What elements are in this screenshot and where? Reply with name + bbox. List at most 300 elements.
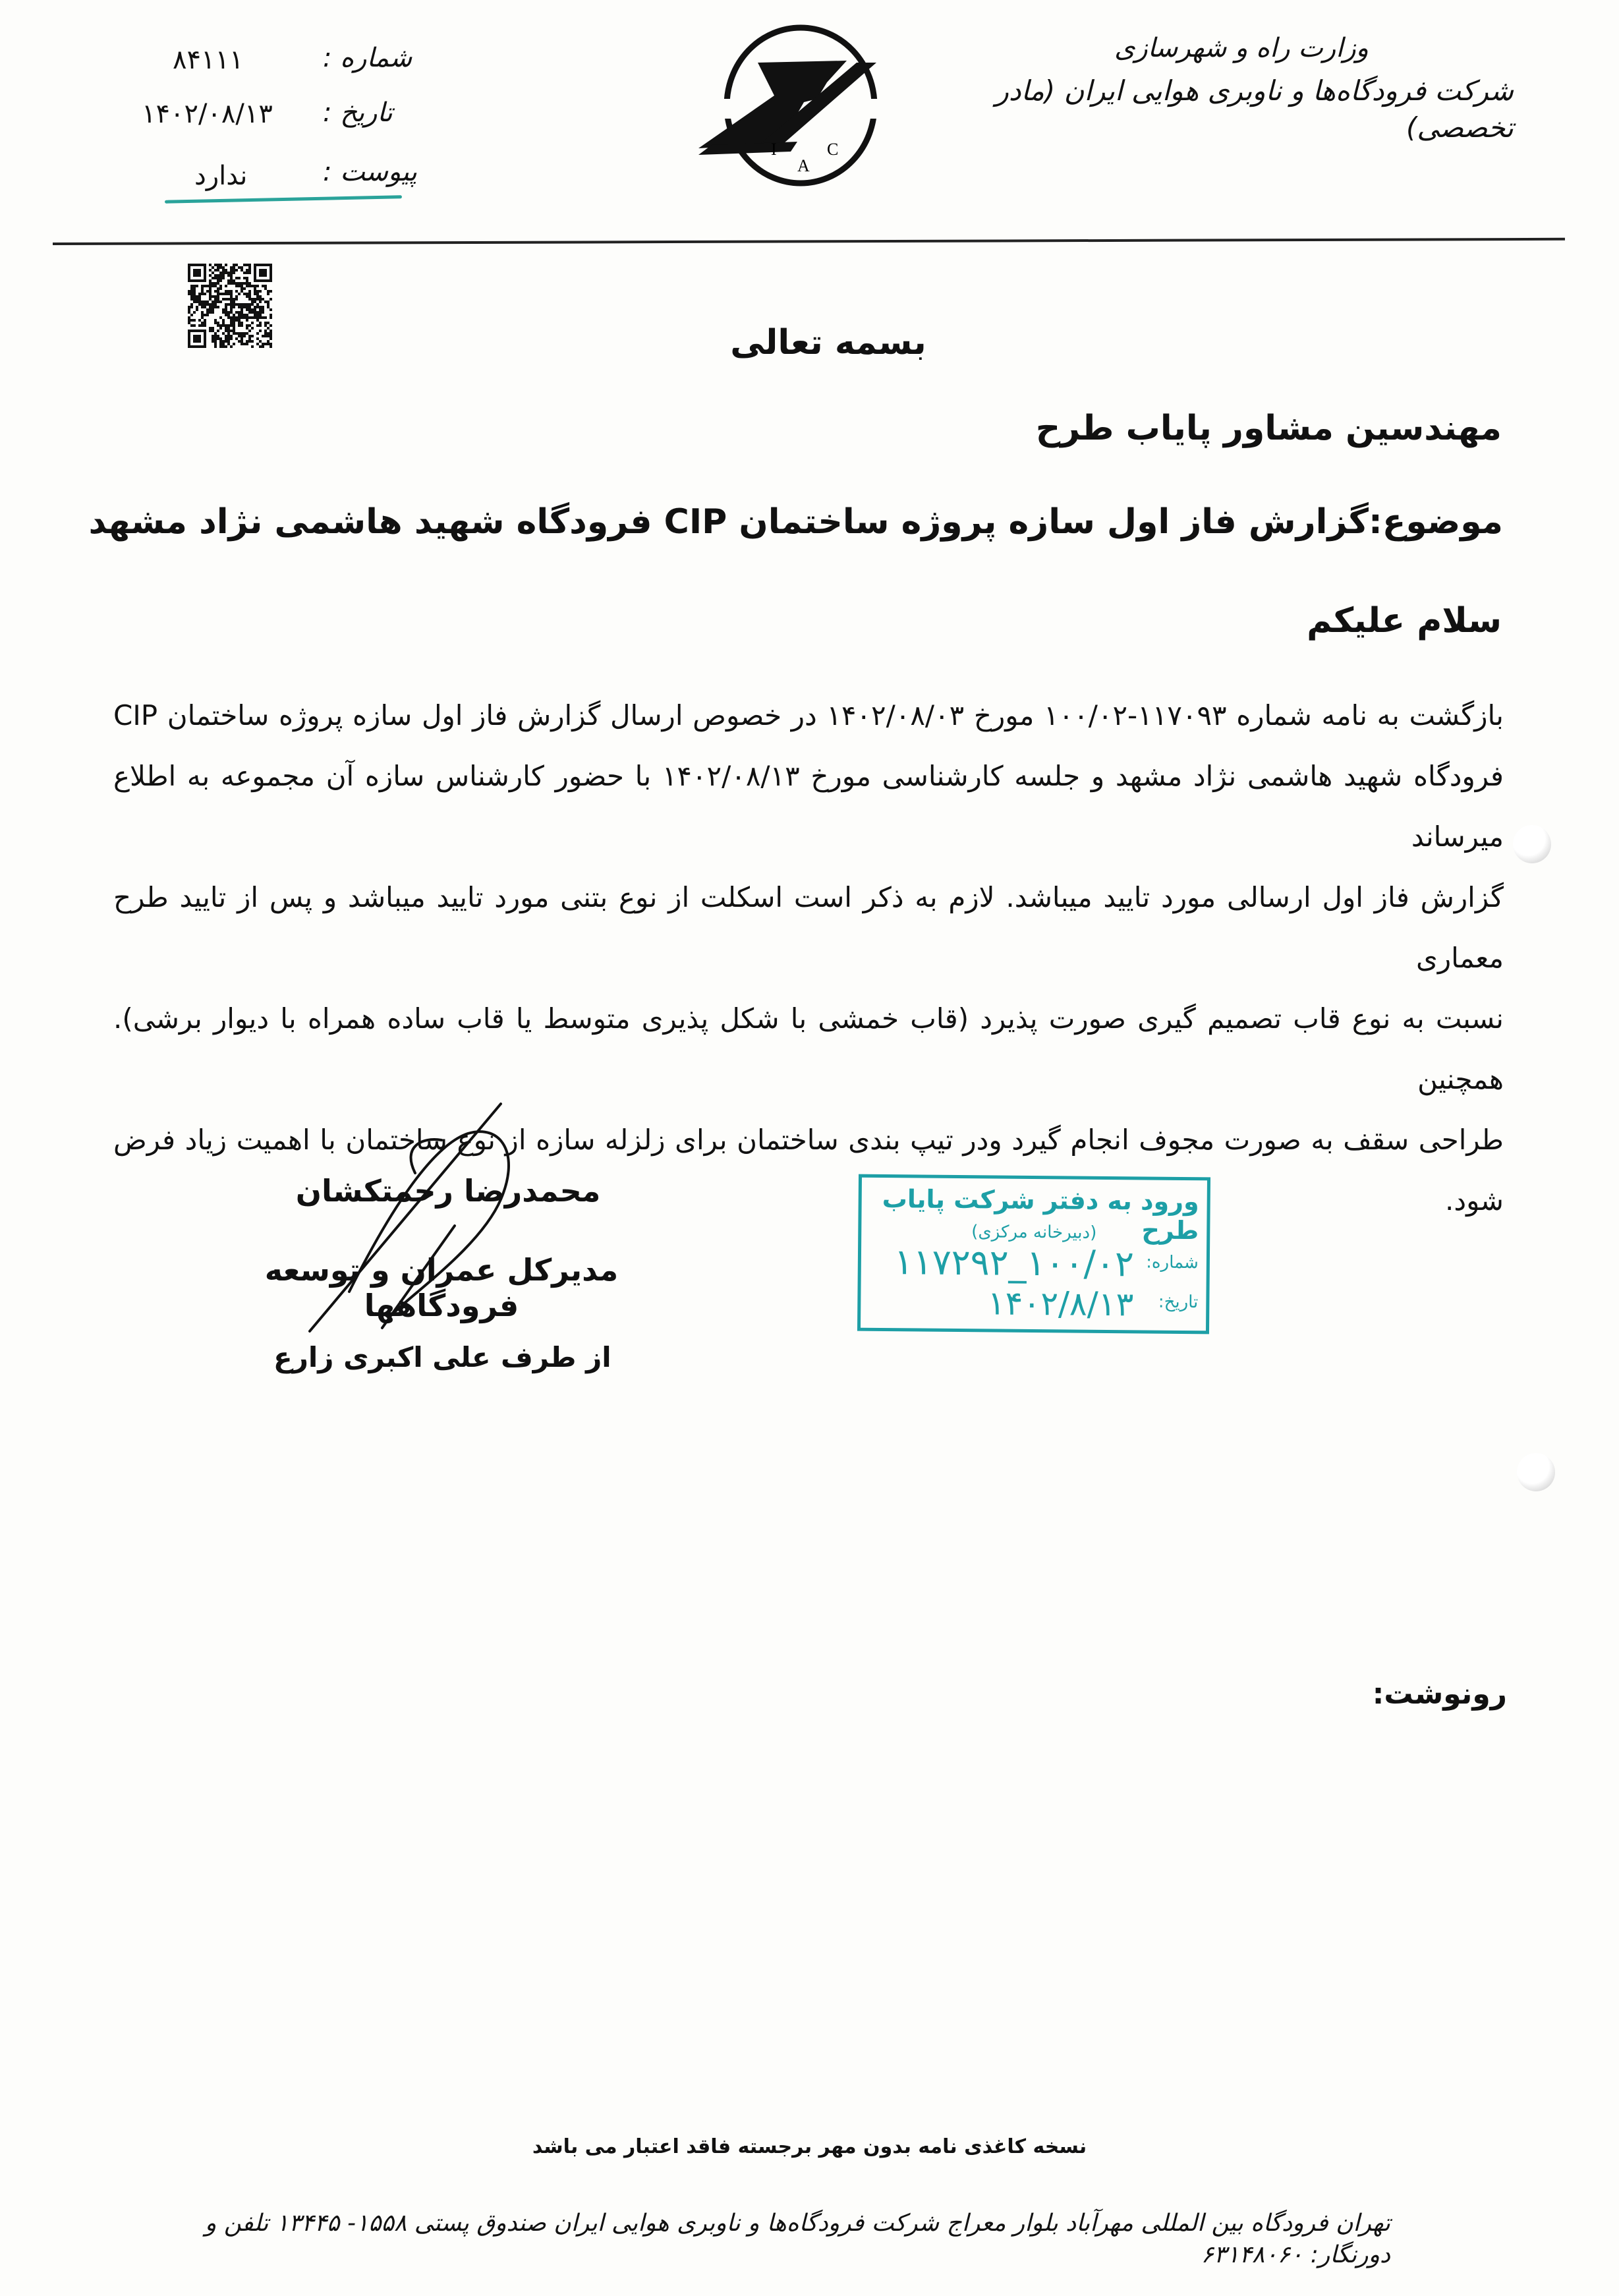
qr-module [206, 314, 209, 316]
qr-module [225, 293, 227, 295]
qr-module [251, 298, 254, 301]
company-name: شرکت فرودگاه‌ها و ناوبری هوایی ایران (مادر تخصصی) [995, 74, 1514, 144]
qr-module [243, 272, 246, 274]
qr-module [219, 285, 222, 287]
body-line: گزارش فاز اول ارسالی مورد تایید میباشد. لازم به ذکر است اسکلت از نوع بتنی مورد تایید میباشد و پس از تایید طرح معماری [113, 881, 1504, 974]
qr-module [259, 314, 262, 316]
qr-module [217, 301, 219, 303]
qr-module [235, 303, 238, 306]
qr-module [262, 311, 264, 314]
qr-module [238, 303, 241, 306]
qr-finder [259, 269, 267, 277]
qr-module [201, 311, 204, 314]
qr-module [262, 308, 264, 311]
attachment-label: پیوست : [323, 157, 417, 187]
qr-module [206, 308, 209, 311]
qr-module [219, 266, 222, 269]
qr-module [238, 293, 241, 295]
qr-module [222, 319, 225, 322]
stamp-title: ورود به دفتر شرکت پایاب طرح [882, 1184, 1199, 1246]
qr-module [222, 293, 225, 295]
punch-hole [1513, 825, 1551, 863]
qr-module [246, 277, 248, 279]
date-value: ۱۴۰۲/۰۸/۱۳ [142, 99, 273, 129]
qr-module [209, 295, 212, 298]
qr-module [246, 314, 248, 316]
qr-module [209, 269, 212, 272]
qr-module [225, 298, 227, 301]
qr-module [212, 266, 214, 269]
qr-module [254, 316, 256, 319]
qr-module [198, 301, 201, 303]
handwritten-signature [283, 1094, 560, 1344]
qr-module [246, 319, 248, 322]
qr-module [190, 285, 193, 287]
qr-module [190, 303, 193, 306]
qr-module [209, 264, 212, 266]
qr-module [198, 293, 201, 295]
qr-module [248, 290, 251, 293]
qr-module [225, 311, 227, 314]
qr-module [222, 274, 225, 277]
qr-module [233, 298, 235, 301]
qr-module [222, 272, 225, 274]
qr-module [217, 298, 219, 301]
qr-module [230, 306, 233, 308]
qr-module [267, 290, 270, 293]
qr-module [188, 319, 190, 322]
body-line: طراحی سقف به صورت مجوف انجام گیرد ودر تیپ بندی ساختمان برای زلزله سازه از نوع ساختمان با اهمیت زیاد فرض شود. [113, 1124, 1504, 1217]
qr-module [227, 293, 230, 295]
qr-module [204, 301, 206, 303]
qr-module [196, 301, 198, 303]
qr-module [188, 306, 190, 308]
qr-module [270, 316, 272, 319]
qr-module [256, 298, 259, 301]
qr-module [225, 272, 227, 274]
qr-module [235, 311, 238, 314]
qr-module [230, 266, 233, 269]
qr-module [222, 266, 225, 269]
qr-module [222, 269, 225, 272]
qr-module [201, 290, 204, 293]
qr-module [212, 285, 214, 287]
qr-module [259, 311, 262, 314]
qr-module [243, 282, 246, 285]
qr-module [233, 301, 235, 303]
qr-module [235, 295, 238, 298]
footer-address: تهران فرودگاه بین المللی مهرآباد بلوار معراج شرکت فرودگاه‌ها و ناوبری هوایی ایران صندوق پستی ۱۵۵۸- ۱۳۴۴۵ تلفن و دورنگار: ۶۳۱۴۸۰۶۰ [205, 2210, 1390, 2268]
qr-module [241, 282, 243, 285]
qr-module [267, 306, 270, 308]
qr-module [212, 301, 214, 303]
qr-module [217, 274, 219, 277]
qr-module [248, 308, 251, 311]
qr-module [233, 316, 235, 319]
logo-letter-i: I [771, 140, 777, 159]
qr-module [227, 279, 230, 282]
qr-module [227, 316, 230, 319]
stamp-number-label: شماره: [1146, 1252, 1199, 1273]
qr-module [193, 301, 196, 303]
qr-module [238, 311, 241, 314]
stamp-date-value: ۱۴۰۲/۸/۱۳ [987, 1284, 1134, 1324]
body-line: نسبت به نوع قاب تصمیم گیری صورت پذیرد (قاب خمشی با شکل پذیری متوسط یا قاب ساده همراه با دیوار برشی). همچنین [113, 1002, 1504, 1095]
qr-module [238, 282, 241, 285]
qr-module [201, 293, 204, 295]
qr-module [206, 311, 209, 314]
qr-module [235, 264, 238, 266]
logo-letter-a: A [797, 156, 810, 175]
qr-module [214, 306, 217, 308]
qr-module [188, 311, 190, 314]
qr-module [190, 290, 193, 293]
qr-module [230, 282, 233, 285]
qr-module [209, 274, 212, 277]
qr-module [214, 269, 217, 272]
qr-module [225, 290, 227, 293]
qr-module [217, 287, 219, 290]
qr-module [246, 279, 248, 282]
cc-label: رونوشت: [1372, 1677, 1507, 1711]
qr-module [264, 285, 267, 287]
qr-module [256, 316, 259, 319]
qr-module [270, 308, 272, 311]
qr-module [262, 306, 264, 308]
qr-module [246, 295, 248, 298]
qr-module [227, 314, 230, 316]
qr-module [209, 308, 212, 311]
qr-module [256, 311, 259, 314]
qr-module [212, 311, 214, 314]
qr-module [254, 306, 256, 308]
qr-module [188, 308, 190, 311]
qr-module [243, 303, 246, 306]
qr-module [241, 311, 243, 314]
qr-module [193, 290, 196, 293]
qr-module [230, 269, 233, 272]
qr-module [259, 298, 262, 301]
qr-module [201, 287, 204, 290]
qr-module [225, 285, 227, 287]
qr-module [209, 287, 212, 290]
qr-module [246, 264, 248, 266]
qr-module [262, 316, 264, 319]
qr-module [230, 277, 233, 279]
qr-module [214, 303, 217, 306]
qr-module [248, 303, 251, 306]
qr-module [230, 274, 233, 277]
qr-module [219, 277, 222, 279]
qr-module [222, 298, 225, 301]
qr-module [230, 295, 233, 298]
qr-module [209, 306, 212, 308]
qr-module [235, 277, 238, 279]
punch-hole [1517, 1453, 1555, 1491]
qr-module [248, 269, 251, 272]
qr-module [196, 306, 198, 308]
qr-module [188, 290, 190, 293]
qr-module [251, 311, 254, 314]
qr-module [193, 287, 196, 290]
qr-module [212, 306, 214, 308]
qr-module [214, 274, 217, 277]
qr-module [254, 293, 256, 295]
qr-module [248, 306, 251, 308]
header-divider [53, 238, 1565, 245]
qr-module [227, 290, 230, 293]
qr-module [209, 311, 212, 314]
qr-module [246, 293, 248, 295]
qr-module [254, 314, 256, 316]
qr-module [219, 279, 222, 282]
qr-module [251, 308, 254, 311]
stamp-number-value: ۱۰۰/۰۲_۱۱۷۲۹۲ [894, 1241, 1135, 1285]
qr-module [243, 264, 246, 266]
qr-module [209, 303, 212, 306]
qr-module [256, 293, 259, 295]
qr-module [238, 316, 241, 319]
qr-module [243, 316, 246, 319]
qr-module [219, 274, 222, 277]
qr-module [222, 308, 225, 311]
qr-module [204, 319, 206, 322]
number-value: ۸۴۱۱۱ [173, 45, 244, 75]
qr-module [235, 285, 238, 287]
qr-module [230, 308, 233, 311]
qr-module [233, 319, 235, 322]
qr-module [246, 303, 248, 306]
qr-module [235, 298, 238, 301]
qr-module [246, 308, 248, 311]
qr-module [214, 277, 217, 279]
qr-module [209, 282, 212, 285]
qr-module [233, 314, 235, 316]
qr-module [238, 306, 241, 308]
underline-mark [165, 195, 402, 204]
qr-module [227, 298, 230, 301]
qr-module [217, 279, 219, 282]
qr-module [217, 282, 219, 285]
qr-module [233, 303, 235, 306]
qr-module [248, 285, 251, 287]
qr-module [193, 285, 196, 287]
signatory-name: محمدرضا رحمتکشان [295, 1173, 601, 1209]
qr-module [248, 272, 251, 274]
qr-module [259, 316, 262, 319]
qr-module [198, 295, 201, 298]
qr-module [233, 269, 235, 272]
qr-module [256, 314, 259, 316]
qr-module [225, 306, 227, 308]
qr-module [201, 306, 204, 308]
ministry-name: وزارت راه و شهرسازی [1114, 33, 1369, 63]
qr-module [212, 282, 214, 285]
qr-module [188, 316, 190, 319]
qr-finder [193, 269, 201, 277]
qr-module [243, 287, 246, 290]
qr-module [193, 311, 196, 314]
qr-module [241, 285, 243, 287]
qr-module [235, 290, 238, 293]
qr-module [246, 306, 248, 308]
qr-module [190, 314, 193, 316]
qr-module [230, 272, 233, 274]
qr-module [196, 285, 198, 287]
qr-module [246, 269, 248, 272]
qr-module [225, 314, 227, 316]
qr-module [227, 303, 230, 306]
qr-module [217, 306, 219, 308]
qr-module [241, 303, 243, 306]
qr-module [233, 306, 235, 308]
qr-module [190, 298, 193, 301]
qr-module [230, 319, 233, 322]
qr-module [256, 285, 259, 287]
body-line: فرودگاه شهید هاشمی نژاد مشهد و جلسه کارشناسی مورخ ۱۴۰۲/۰۸/۱۳ با حضور کارشناس سازه آن مجموعه به اطلاع میرساند [113, 760, 1504, 853]
qr-module [238, 314, 241, 316]
qr-module [241, 266, 243, 269]
qr-module [217, 290, 219, 293]
qr-module [217, 293, 219, 295]
body-line: بازگشت به نامه شماره ۱۱۷۰۹۳-۱۰۰/۰۲ مورخ ۱۴۰۲/۰۸/۰۳ در خصوص ارسال گزارش فاز اول سازه پروژه ساختمان CIP [113, 699, 1504, 732]
qr-module [254, 308, 256, 311]
qr-module [198, 303, 201, 306]
qr-module [222, 311, 225, 314]
qr-module [243, 306, 246, 308]
qr-module [238, 285, 241, 287]
qr-module [230, 279, 233, 282]
qr-module [233, 266, 235, 269]
qr-module [201, 303, 204, 306]
received-stamp [857, 1174, 1210, 1335]
iac-logo [659, 20, 949, 191]
qr-module [259, 295, 262, 298]
qr-module [241, 269, 243, 272]
qr-module [248, 311, 251, 314]
qr-module [209, 285, 212, 287]
qr-module [251, 316, 254, 319]
qr-module [243, 314, 246, 316]
qr-module [233, 264, 235, 266]
qr-module [214, 301, 217, 303]
qr-module [190, 293, 193, 295]
qr-module [214, 319, 217, 322]
qr-module [230, 303, 233, 306]
qr-module [196, 298, 198, 301]
invocation: بسمه تعالی [730, 323, 926, 362]
qr-module [196, 308, 198, 311]
qr-module [251, 303, 254, 306]
qr-module [241, 290, 243, 293]
qr-module [193, 293, 196, 295]
qr-module [219, 272, 222, 274]
qr-module [204, 285, 206, 287]
qr-module [230, 293, 233, 295]
qr-module [246, 282, 248, 285]
qr-module [256, 295, 259, 298]
stamp-subtitle: (دبیرخانه مرکزی) [971, 1222, 1097, 1243]
qr-module [259, 290, 262, 293]
qr-module [256, 306, 259, 308]
qr-module [256, 319, 259, 322]
qr-module [243, 277, 246, 279]
qr-module [201, 301, 204, 303]
qr-module [270, 314, 272, 316]
qr-module [241, 308, 243, 311]
qr-module [204, 293, 206, 295]
qr-module [248, 264, 251, 266]
qr-module [204, 306, 206, 308]
qr-module [248, 295, 251, 298]
qr-module [235, 316, 238, 319]
qr-module [214, 264, 217, 266]
qr-module [227, 274, 230, 277]
qr-module [246, 316, 248, 319]
qr-module [198, 319, 201, 322]
qr-module [219, 287, 222, 290]
qr-module [198, 298, 201, 301]
qr-module [264, 287, 267, 290]
qr-module [267, 301, 270, 303]
logo-letter-c: C [827, 140, 839, 159]
qr-module [256, 290, 259, 293]
qr-module [225, 269, 227, 272]
qr-module [193, 319, 196, 322]
qr-module [209, 298, 212, 301]
qr-module [222, 277, 225, 279]
qr-module [190, 295, 193, 298]
qr-module [230, 290, 233, 293]
signatory-title: مدیرکل عمران و توسعه فرودگاهها [264, 1252, 619, 1323]
qr-module [233, 272, 235, 274]
subject-line: موضوع:گزارش فاز اول سازه پروژه ساختمان CIP فرودگاه شهید هاشمی نژاد مشهد [88, 502, 1503, 542]
qr-module [241, 306, 243, 308]
qr-module [204, 303, 206, 306]
qr-module [217, 277, 219, 279]
qr-module [188, 293, 190, 295]
qr-module [251, 301, 254, 303]
qr-module [227, 282, 230, 285]
qr-module [254, 311, 256, 314]
qr-module [233, 279, 235, 282]
greeting: سلام علیکم [1307, 601, 1502, 641]
qr-module [254, 290, 256, 293]
qr-module [206, 290, 209, 293]
qr-module [251, 285, 254, 287]
qr-module [256, 303, 259, 306]
qr-module [206, 303, 209, 306]
attachment-value: ندارد [194, 161, 248, 191]
qr-module [241, 287, 243, 290]
qr-module [190, 287, 193, 290]
qr-module [214, 290, 217, 293]
qr-module [206, 285, 209, 287]
qr-module [190, 319, 193, 322]
qr-module [214, 282, 217, 285]
qr-module [206, 301, 209, 303]
qr-module [204, 314, 206, 316]
qr-module [227, 311, 230, 314]
qr-module [259, 306, 262, 308]
qr-module [248, 298, 251, 301]
qr-module [193, 295, 196, 298]
date-label: تاریخ : [323, 98, 393, 128]
qr-module [219, 316, 222, 319]
qr-module [262, 298, 264, 301]
qr-module [235, 269, 238, 272]
qr-module [201, 316, 204, 319]
